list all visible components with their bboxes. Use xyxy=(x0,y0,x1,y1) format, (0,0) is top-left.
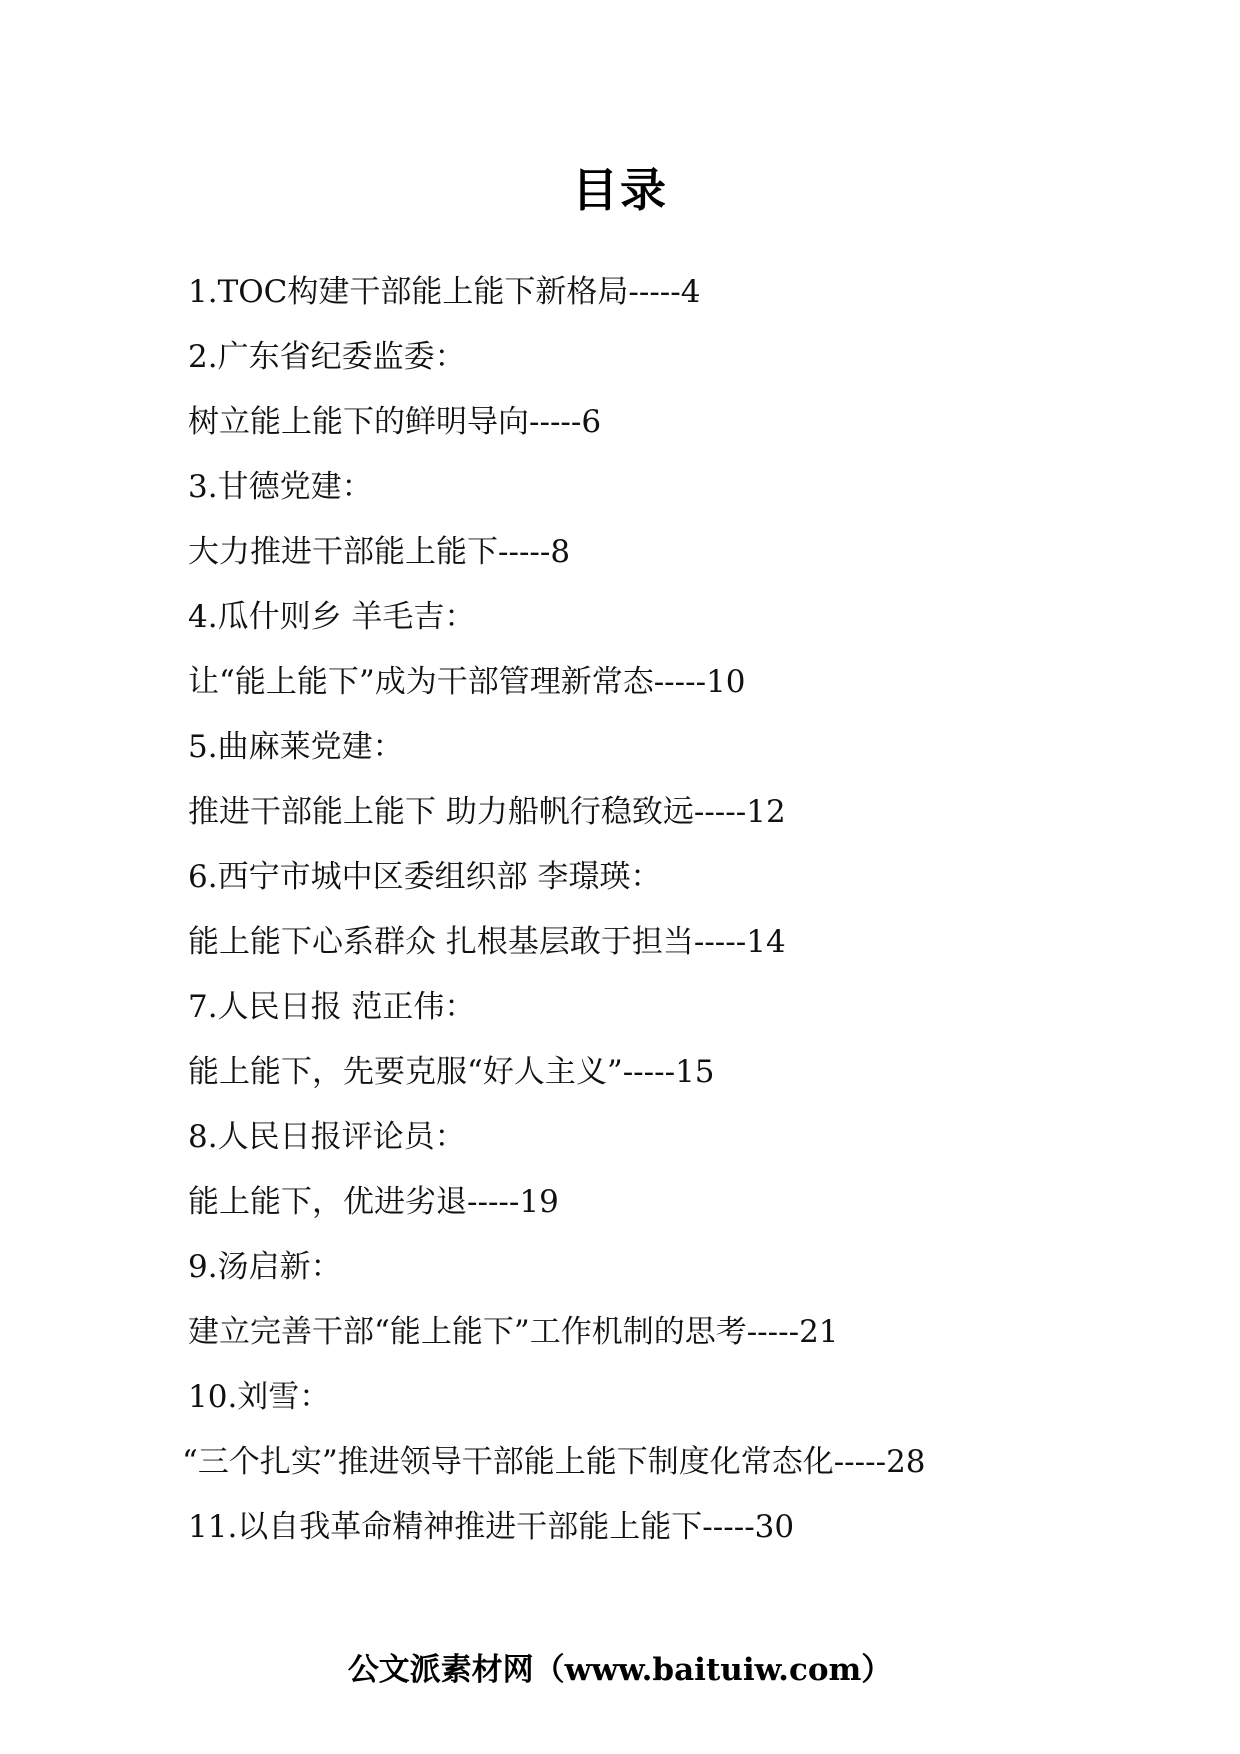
toc-entry-6-source: 6.西宁市城中区委组织部 李璟瑛： xyxy=(188,859,662,895)
toc-entry-3-source: 3.甘德党建： xyxy=(188,469,373,505)
footer-watermark: 公文派素材网（www.baituiw.com） xyxy=(347,1652,893,1688)
toc-entry-1-title: 1.TOC构建干部能上能下新格局-----4 xyxy=(188,274,701,310)
toc-entry-9-source: 9.汤启新： xyxy=(188,1249,342,1285)
toc-entry-2-source: 2.广东省纪委监委： xyxy=(188,339,466,375)
toc-entry-10-source: 10.刘雪： xyxy=(188,1379,331,1415)
toc-entry-10-title: “三个扎实”推进领导干部能上能下制度化常态化-----28 xyxy=(182,1444,926,1480)
toc-entry-7-title: 能上能下，先要克服“好人主义”-----15 xyxy=(188,1054,715,1090)
toc-entry-8-title: 能上能下，优进劣退-----19 xyxy=(188,1184,559,1220)
toc-entry-5-source: 5.曲麻莱党建： xyxy=(188,729,404,765)
toc-entry-2-title: 树立能上能下的鲜明导向-----6 xyxy=(188,404,602,440)
toc-entry-5-title: 推进干部能上能下 助力船帆行稳致远-----12 xyxy=(188,794,786,830)
toc-entry-6-title: 能上能下心系群众 扎根基层敢于担当-----14 xyxy=(188,924,786,960)
table-of-contents xyxy=(182,270,1148,1570)
toc-entry-9-title: 建立完善干部“能上能下”工作机制的思考-----21 xyxy=(188,1314,839,1350)
page-title: 目录 xyxy=(572,163,668,217)
toc-entry-4-source: 4.瓜什则乡 羊毛吉： xyxy=(188,599,476,635)
toc-entry-7-source: 7.人民日报 范正伟： xyxy=(188,989,476,1025)
toc-entry-3-title: 大力推进干部能上能下-----8 xyxy=(188,534,571,570)
toc-entry-8-source: 8.人民日报评论员： xyxy=(188,1119,466,1155)
toc-entry-4-title: 让“能上能下”成为干部管理新常态-----10 xyxy=(188,664,746,700)
toc-entry-11-title: 11.以自我革命精神推进干部能上能下-----30 xyxy=(188,1509,795,1545)
